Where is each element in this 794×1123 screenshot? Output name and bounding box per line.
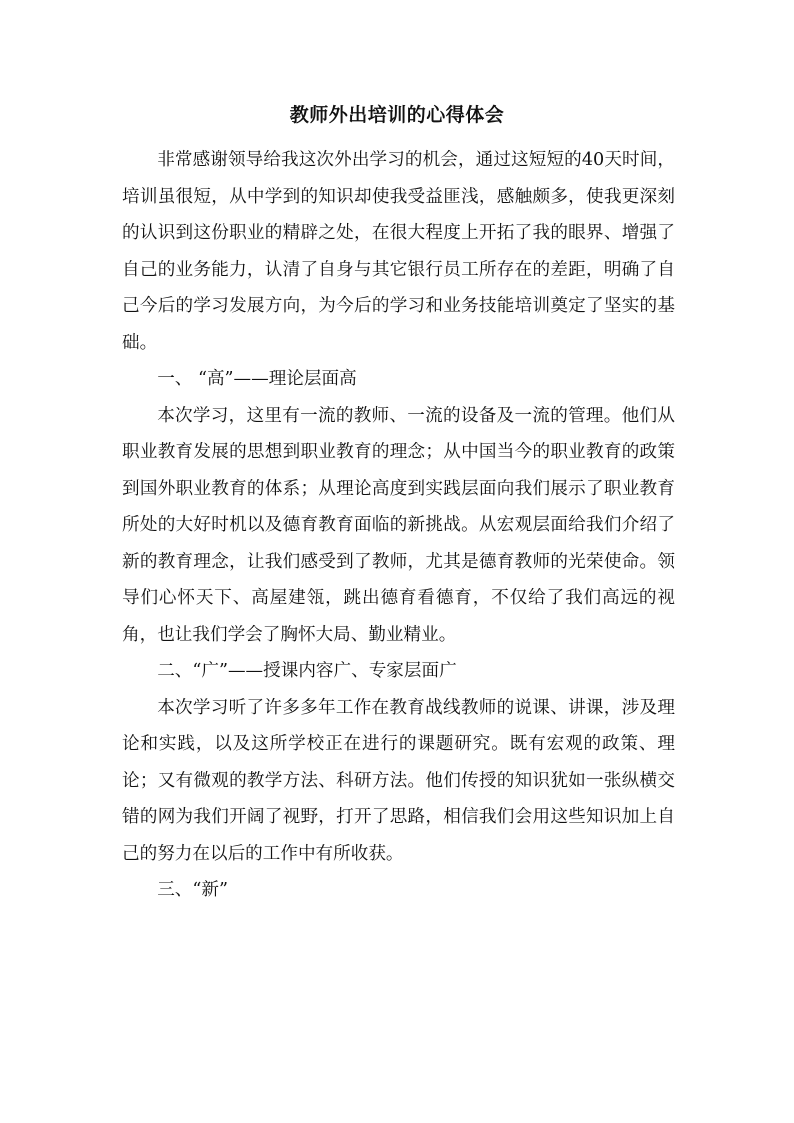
intro-paragraph: 非常感谢领导给我这次外出学习的机会，通过这短短的40天时间，培训虽很短，从中学到的知识却使我受益匪浅，感触颇多，使我更深刻的认识到这份职业的精辟之处，在很大程度上开拓了我的眼界、增强了自己的业务能力，认清了自身与其它银行员工所存在的差距，明确了自己今后的学习发展方向，为今后的学习和业务技能培训奠定了坚实的基础。 bbox=[122, 150, 675, 353]
section-2-paragraph: 本次学习听了许多多年工作在教育战线教师的说课、讲课，涉及理论和实践，以及这所学校正在进行的课题研究。既有宏观的政策、理论；又有微观的教学方法、科研方法。他们传授的知识犹如一张纵横交错的网为我们开阔了视野，打开了思路，相信我们会用这些知识加上自己的努力在以后的工作中有所收获。 bbox=[122, 697, 675, 864]
document-title: 教师外出培训的心得体会 bbox=[289, 104, 505, 126]
document-body bbox=[122, 142, 675, 909]
section-1-paragraph: 本次学习，这里有一流的教师、一流的设备及一流的管理。他们从职业教育发展的思想到职业教育的理念；从中国当今的职业教育的政策到国外职业教育的体系；从理论高度到实践层面向我们展示了职业教育所处的大好时机以及德育教育面临的新挑战。从宏观层面给我们介绍了新的教育理念，让我们感受到了教师，尤其是德育教师的光荣使命。领导们心怀天下、高屋建瓴，跳出德育看德育，不仅给了我们高远的视角，也让我们学会了胸怀大局、勤业精业。 bbox=[122, 405, 675, 645]
section-heading-1: 一、 “高”——理论层面高 bbox=[157, 369, 357, 389]
section-heading-3: 三、“新” bbox=[157, 880, 228, 900]
section-heading-2: 二、“广”——授课内容广、专家层面广 bbox=[157, 661, 457, 681]
